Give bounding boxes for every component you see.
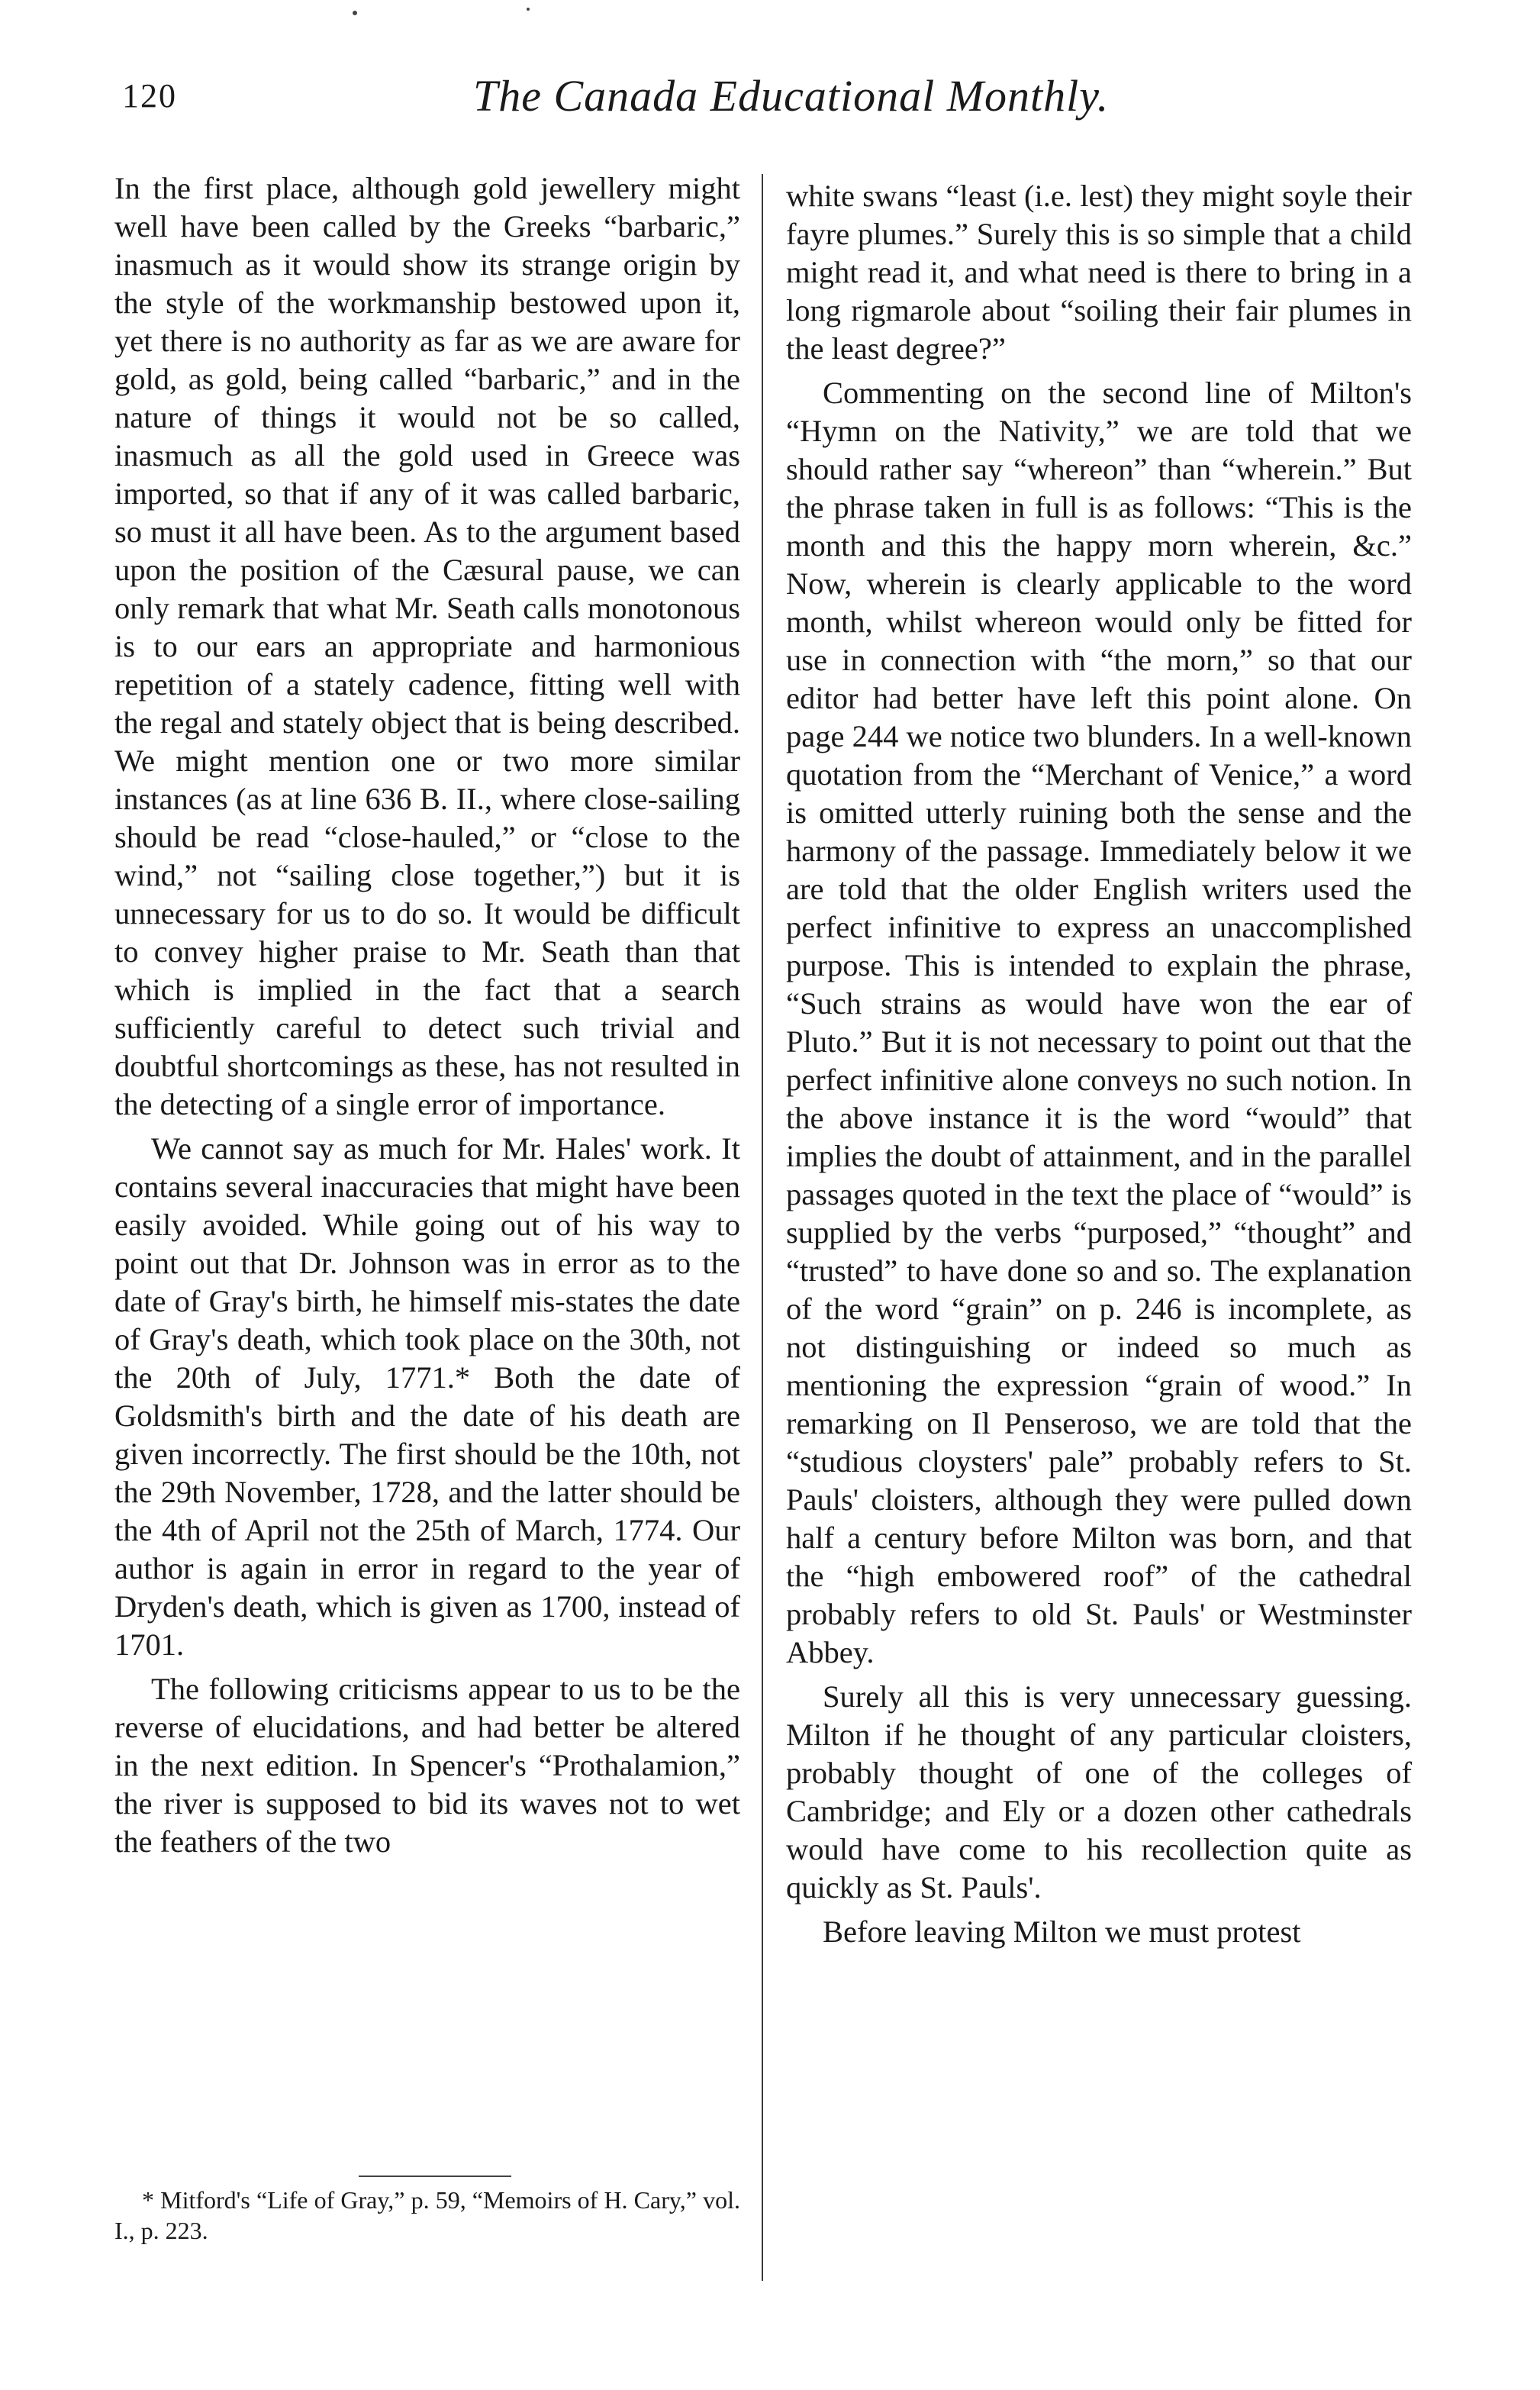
paragraph: Surely all this is very unnecessary guessing. Milton if he thought of any particular cloisters, probably thought of one of the colleges of Cambridge; and Ely or a dozen other cathedrals would have come to his recollection quite as quickly as St. Pauls'. — [786, 1679, 1412, 1905]
paragraph: Commenting on the second line of Milton's “Hymn on the Nativity,” we are told that we should rather say “whereon” than “wherein.” But the phrase taken in full is as follows: “This is the month and this the happy morn wherein, &c.” Now, wherein is clearly applicable to the word month, whilst whereon would only be fitted for use in connection with “the morn,” so that our editor had better have left this point alone. On page 244 we notice two blunders. In a well-known quotation from the “Merchant of Venice,” a word is omitted utterly ruining both the sense and the harmony of the passage. Immediately below it we are told that the older English writers used the perfect infinitive to express an unaccomplished purpose. This is intended to explain the phrase, “Such strains as would have won the ear of Pluto.” But it is not necessary to point out that the perfect infinitive alone conveys no such notion. In the above instance it is the word “would” that implies the doubt of attainment, and in the parallel passages quoted in the text the place of “would” is supplied by the verbs “purposed,” “thought” and “trusted” to have done so and so. The explanation of the word “grain” on p. 246 is incomplete, as not distinguishing or indeed so much as mentioning the expression “grain of wood.” In remarking on Il Penseroso, we are told that the “studious cloysters' pale” probably refers to St. Pauls' cloisters, although they were pulled down half a century before Milton was born, and that the “high embowered roof” of the cathedral probably refers to old St. Pauls' or Westminster Abbey. — [786, 376, 1412, 1669]
running-title: The Canada Educational Monthly. — [473, 71, 1110, 121]
right-column — [786, 177, 1412, 1951]
footnote: * Mitford's “Life of Gray,” p. 59, “Memoirs of H. Cary,” vol. I., p. 223. — [114, 2186, 740, 2244]
paragraph: In the first place, although gold jewellery might well have been called by the Greeks “barbaric,” inasmuch as it would show its strange origin by the style of the workmanship bestowed upon it, yet there is no authority as far as we are aware for gold, as gold, being called “barbaric,” and in the nature of things it would not be so called, inasmuch as all the gold used in Greece was imported, so that if any of it was called barbaric, so must it all have been. As to the argument based upon the position of the Cæsural pause, we can only remark that what Mr. Seath calls monotonous is to our ears an appropriate and harmonious repetition of a stately cadence, fitting well with the regal and stately object that is being described. We might mention one or two more similar instances (as at line 636 B. II., where close-sailing should be read “close-hauled,” or “close to the wind,” not “sailing close together,”) but it is unnecessary for us to do so. It would be difficult to convey higher praise to Mr. Seath than that which is implied in the fact that a search sufficiently careful to detect such trivial and doubtful shortcomings as these, has not resulted in the detecting of a single error of importance. — [114, 171, 740, 1121]
print-speck — [527, 8, 530, 11]
paragraph: The following criticisms appear to us to be the reverse of elucidations, and had better be altered in the next edition. In Spencer's “Prothalamion,” the river is supposed to bid its waves not to wet the feathers of the two — [114, 1672, 740, 1859]
column-divider — [762, 174, 763, 2281]
paragraph: white swans “least (i.e. lest) they might soyle their fayre plumes.” Surely this is so simple that a child might read it, and what need is there to bring in a long rigmarole about “soiling their fair plumes in the least degree?” — [786, 179, 1412, 366]
print-speck — [353, 11, 357, 15]
paragraph: Before leaving Milton we must protest — [823, 1914, 1301, 1949]
page-number: 120 — [122, 77, 177, 115]
footnote-rule — [359, 2176, 511, 2177]
paragraph: We cannot say as much for Mr. Hales' work. It contains several inaccuracies that might have been easily avoided. While going out of his way to point out that Dr. Johnson was in error as to the date of Gray's birth, he himself mis-states the date of Gray's death, which took place on the 30th, not the 20th of July, 1771.* Both the date of Goldsmith's birth and the date of his death are given incorrectly. The first should be the 10th, not the 29th November, 1728, and the latter should be the 4th of April not the 25th of March, 1774. Our author is again in error in regard to the year of Dryden's death, which is given as 1700, instead of 1701. — [114, 1131, 740, 1662]
left-column — [114, 169, 740, 1861]
